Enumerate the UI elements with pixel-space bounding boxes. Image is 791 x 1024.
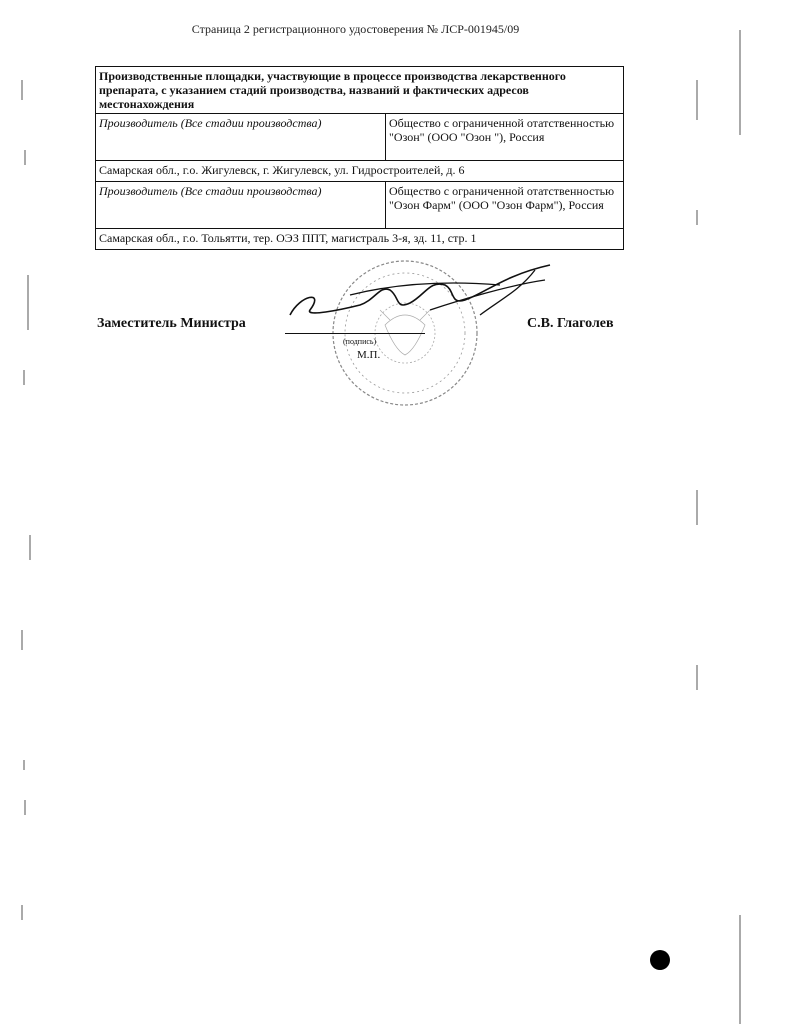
manufacturer-role-2: Производитель (Все стадии производства) bbox=[96, 182, 386, 229]
manufacturer-company-2: Общество с ограниченной отатственностью "Озон Фарм" (ООО "Озон Фарм"), Россия bbox=[386, 182, 624, 229]
ink-blot bbox=[650, 950, 670, 970]
table-heading: Производственные площадки, участвующие в процессе производства лекарственного препарата, с указанием стадий производства, названий и фактических адресов местонахождения bbox=[96, 67, 624, 114]
signature-caption: (подпись) bbox=[343, 337, 377, 346]
manufacturer-address-1: Самарская обл., г.о. Жигулевск, г. Жигулевск, ул. Гидростроителей, д. 6 bbox=[96, 161, 624, 182]
signatory-name: С.В. Глаголев bbox=[527, 316, 614, 331]
page-header: Страница 2 регистрационного удостоверения № ЛСР-001945/09 bbox=[191, 22, 520, 36]
manufacturer-company-1: Общество с ограниченной отатственностью "Озон" (ООО "Озон "), Россия bbox=[386, 114, 624, 161]
manufacturer-address-2: Самарская обл., г.о. Тольятти, тер. ОЭЗ ППТ, магистраль 3-я, зд. 11, стр. 1 bbox=[96, 229, 624, 250]
seal-caption: М.П. bbox=[357, 349, 381, 361]
manufacturer-role-1: Производитель (Все стадии производства) bbox=[96, 114, 386, 161]
signatory-title: Заместитель Министра bbox=[97, 316, 246, 331]
